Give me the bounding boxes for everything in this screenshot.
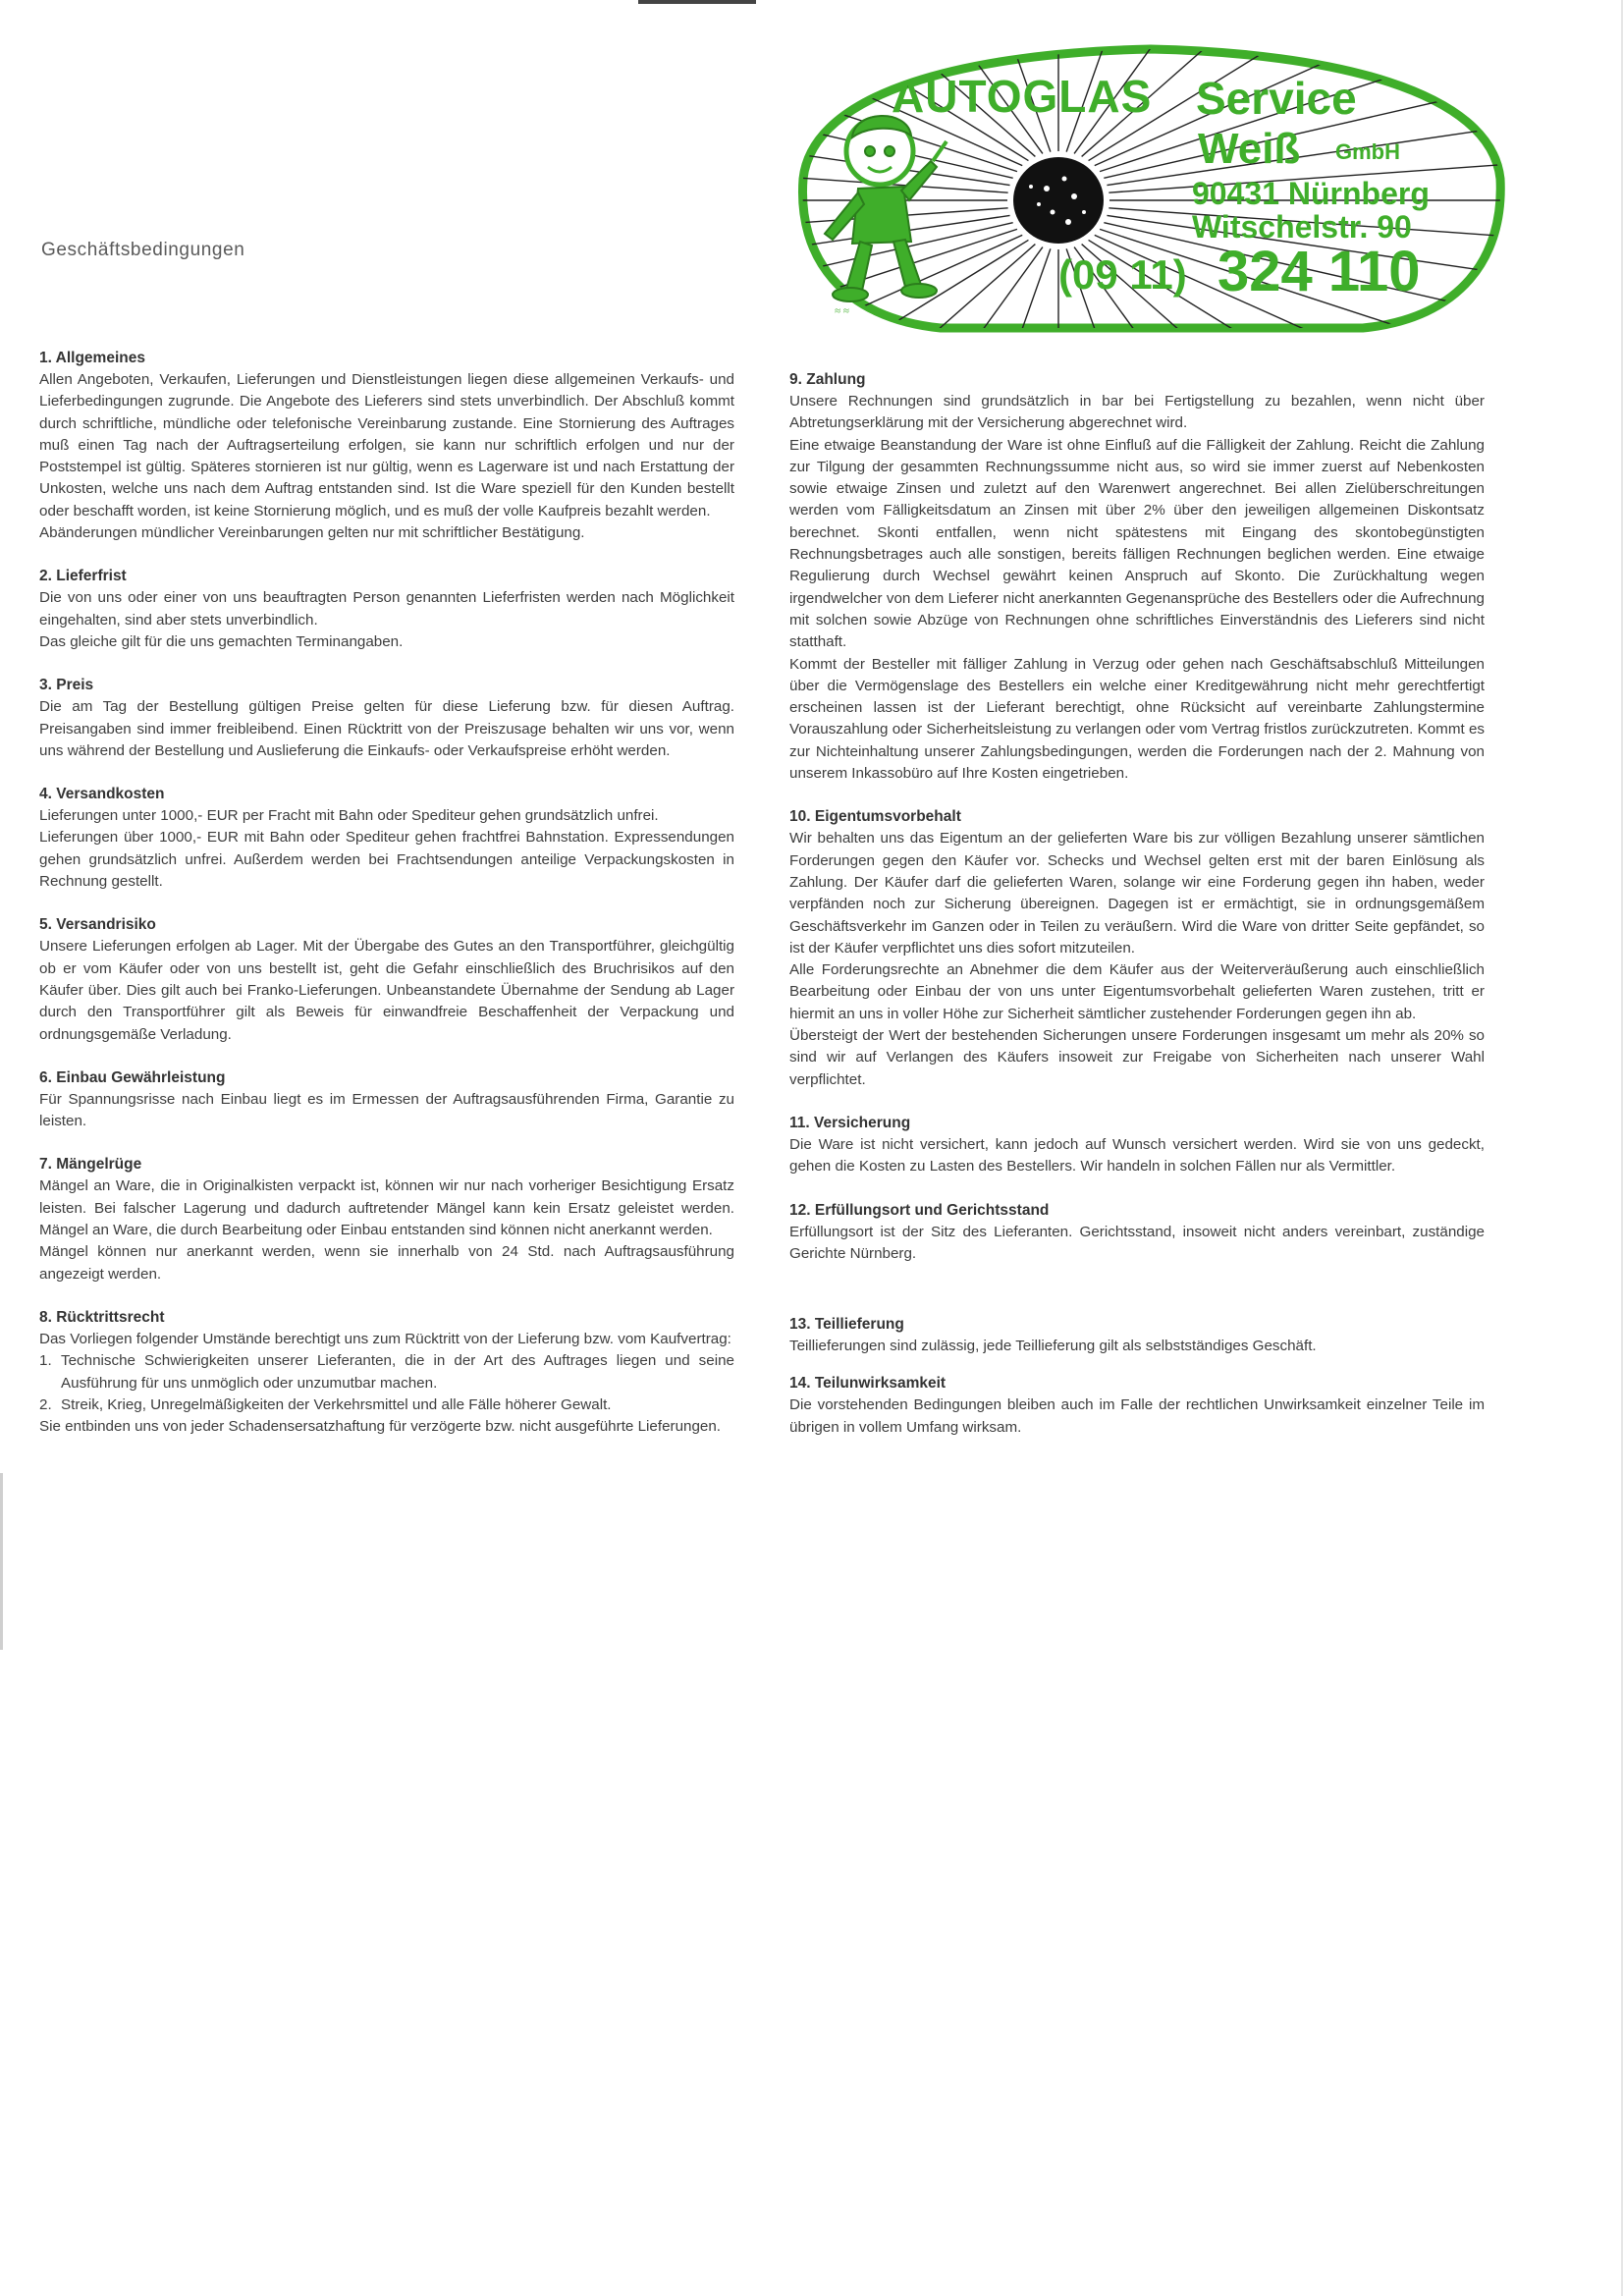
logo-city: 90431 Nürnberg: [1192, 176, 1430, 211]
section-versandrisiko: [39, 914, 734, 1045]
section-heading: 13. Teillieferung: [789, 1316, 904, 1334]
section-heading: 11. Versicherung: [789, 1114, 911, 1131]
section-heading: 14. Teilunwirksamkeit: [789, 1375, 947, 1393]
paragraph: Alle Forderungsrechte an Abnehmer die dem Käufer aus der Weiterveräußerung auch einschließlich Bearbeitung oder Einbau der von uns unter Eigentumsvorbehalt gelieferten Waren zustehen, tritt er hiermit an uns in voller Höhe zur Sicherheit sämtlicher zustehender Forderungen gegen ihn ab.: [789, 961, 1485, 1022]
section-heading: 6. Einbau Gewährleistung: [39, 1068, 226, 1086]
section-versandkosten: [39, 784, 734, 893]
section-erfuellungsort: [789, 1200, 1485, 1266]
section-heading: 2. Lieferfrist: [39, 568, 127, 585]
paragraph: Die am Tag der Bestellung gültigen Preise gelten für diese Lieferung bzw. für diesen Auftrag. Preisangaben sind immer freibleibend. Einen Rücktritt von der Preiszusage behalten wir uns vor, wenn uns während der Bestellung und Auslieferung die Einkaufs- oder Verkaufspreise erhöht werden.: [39, 698, 734, 759]
paragraph: Für Spannungsrisse nach Einbau liegt es im Ermessen der Auftragsausführenden Firma, Garantie zu leisten.: [39, 1090, 734, 1130]
section-heading: 5. Versandrisiko: [39, 916, 156, 934]
list-text: Streik, Krieg, Unregelmäßigkeiten der Verkehrsmittel und alle Fälle höherer Gewalt.: [61, 1395, 612, 1413]
section-preis: [39, 675, 734, 762]
paragraph: Das gleiche gilt für die uns gemachten Terminangaben.: [39, 632, 404, 650]
paragraph: Mängel an Ware, die in Originalkisten verpackt ist, können wir nur nach vorheriger Besichtigung Ersatz leisten. Bei falscher Lagerung und dadurch auftretender Mängel kann kein Ersatz geleistet werden. Mängel an Ware, die durch Bearbeitung oder Einbau entstanden sind können nicht anerkannt werden.: [39, 1177, 734, 1239]
paragraph: Die Ware ist nicht versichert, kann jedoch auf Wunsch versichert werden. Wird sie von uns gedeckt, gehen die Kosten zu Lasten des Bestellers. Wir handeln in solchen Fällen nur als Vermittler.: [789, 1135, 1485, 1175]
broken-glass-icon: [1013, 157, 1104, 244]
section-heading: 12. Erfüllungsort und Gerichtsstand: [789, 1201, 1050, 1219]
paragraph: Mängel können nur anerkannt werden, wenn sie innerhalb von 24 Std. nach Auftragsausführung angezeigt werden.: [39, 1243, 734, 1283]
section-eigentumsvorbehalt: [789, 806, 1485, 1091]
logo-street: Witschelstr. 90: [1192, 209, 1412, 245]
list-item: [39, 1350, 734, 1394]
paragraph: Teillieferungen sind zulässig, jede Teillieferung gilt als selbstständiges Geschäft.: [789, 1338, 1317, 1355]
paragraph: Wir behalten uns das Eigentum an der gelieferten Ware bis zur völligen Bezahlung unserer sämtlichen Forderungen gegen den Käufer vor. Schecks und Wechsel gelten erst mit der baren Einlösung als Zahlung. Der Käufer darf die gelieferten Waren, solange wir eine Forderung gegen ihn haben, weder verpfänden noch zur Sicherung übereignen. Dagegen ist er ermächtigt, sie in ordnungsgemäßem Geschäftsverkehr im Ganzen oder in Teilen zu veräußern. Wird die Ware von dritter Seite gepfändet, so ist der Käufer verpflichtet uns dies sofort mitzuteilen.: [789, 830, 1485, 957]
list-number: 1.: [39, 1352, 52, 1370]
section-einbau-gewaehrleistung: [39, 1067, 734, 1133]
section-heading: 4. Versandkosten: [39, 786, 165, 803]
paragraph: Lieferungen unter 1000,- EUR per Fracht mit Bahn oder Spediteur gehen grundsätzlich unfrei.: [39, 807, 659, 825]
section-ruecktrittsrecht: [39, 1307, 734, 1438]
logo-phone: 324 110: [1217, 240, 1421, 303]
section-heading: 10. Eigentumsvorbehalt: [789, 808, 961, 826]
section-heading: 1. Allgemeines: [39, 350, 145, 366]
paragraph: Das Vorliegen folgender Umstände berechtigt uns zum Rücktritt von der Lieferung bzw. vom Kaufvertrag:: [39, 1330, 731, 1347]
paragraph: Allen Angeboten, Verkaufen, Lieferungen und Dienstleistungen liegen diese allgemeinen Verkaufs- und Lieferbedingungen zugrunde. Die Angebote des Lieferers sind stets unverbindlich. Der Abschluß kommt durch schriftliche, mündliche oder telefonische Vereinbarung zustande. Eine Stornierung des Auftrages muß einen Tag nach der Auftragserteilung erfolgen, sie kann nur schriftlich erfolgen und nur der Poststempel ist gültig. Späteres stornieren ist nur gültig, wenn es Lagerware ist und nach Erstattung der Unkosten, welche uns nach dem Auftrag entstanden sind. Ist die Ware speziell für den Kunden bestellt oder beschafft worden, ist keine Stornierung möglich, und es muß der volle Kaufpreis bezahlt werden.: [39, 371, 734, 519]
list-item: [39, 1394, 734, 1416]
paragraph: Unsere Rechnungen sind grundsätzlich in bar bei Fertigstellung zu bezahlen, wenn nicht über Abtretungserklärung mit der Versicherung abgerechnet wird.: [789, 393, 1485, 432]
section-maengelruege: [39, 1154, 734, 1285]
paragraph: Übersteigt der Wert der bestehenden Sicherungen unsere Forderungen insgesamt um mehr als 20% so sind wir auf Verlangen des Käufers insoweit zur Freigabe von Sicherheiten nach unserer Wahl verpflichtet.: [789, 1027, 1485, 1088]
section-versicherung: [789, 1113, 1485, 1178]
section-allgemeines: [39, 348, 734, 544]
logo-area-code: (09 11): [1058, 251, 1187, 298]
logo-signature: ≈ ≈: [835, 305, 849, 317]
section-heading: 8. Rücktrittsrecht: [39, 1308, 165, 1326]
company-logo: [774, 31, 1528, 355]
paragraph: Erfüllungsort ist der Sitz des Lieferanten. Gerichtsstand, insoweit nicht anders vereinbart, zuständige Gerichte Nürnberg.: [789, 1223, 1485, 1262]
section-lieferfrist: [39, 566, 734, 653]
logo-service: Service: [1196, 73, 1357, 124]
right-column: [789, 369, 1485, 1439]
paragraph: Die vorstehenden Bedingungen bleiben auch im Falle der rechtlichen Unwirksamkeit einzelner Teile im übrigen in vollem Umfang wirksam.: [789, 1396, 1485, 1436]
logo-gmbh: GmbH: [1335, 139, 1400, 164]
paragraph: Eine etwaige Beanstandung der Ware ist ohne Einfluß auf die Fälligkeit der Zahlung. Reicht die Zahlung zur Tilgung der gesammten Rechnungssumme nicht aus, so wird sie immer zuerst auf Nebenkosten sowie etwaige Zinsen und zuletzt auf den Warenwert angerechnet. Bei allen Zielüberschreitungen werden vom Fälligkeitsdatum an Zinsen mit über 2% über den jeweiligen allgemeinen Diskontsatz berechnet. Skonti entfallen, wenn nicht spätestens mit Eingang des skontobegünstigten Rechnungsbetrages auch alle sonstigen, bereits fälligen Rechnungen beglichen werden. Eine etwaige Regulierung durch Wechsel gewährt keinen Anspruch auf Skonto. Die Zurückhaltung wegen irgendwelcher von dem Lieferer nicht anerkannten Gegenansprüche des Bestellers oder die Aufrechnung mit solchen sowie Abzüge von Rechnungen ohne schriftliches Einverständnis des Lieferers sind nicht statthaft.: [789, 436, 1485, 651]
paragraph: Unsere Lieferungen erfolgen ab Lager. Mit der Übergabe des Gutes an den Transportführer, gleichgültig ob er vom Käufer oder von uns bestellt ist, geht die Gefahr einschließlich des Bruchrisikos auf den Käufer über. Dies gilt auch bei Franko-Lieferungen. Unbeanstandete Übernahme der Sendung ab Lager durch den Transportführer gilt als Beweis für einwandfreie Beschaffenheit der Verpackung und ordnungsgemäße Verladung.: [39, 938, 734, 1043]
scan-edge-left: [0, 1473, 3, 1650]
section-teilunwirksamkeit: [789, 1373, 1485, 1439]
paragraph: Abänderungen mündlicher Vereinbarungen gelten nur mit schriftlicher Bestätigung.: [39, 524, 585, 542]
section-teillieferung: [789, 1314, 1485, 1357]
paragraph: Lieferungen über 1000,- EUR mit Bahn oder Spediteur gehen frachtfrei Bahnstation. Expressendungen gehen grundsätzlich unfrei. Außerdem werden bei Frachtsendungen anteilige Verpackungskosten in Rechnung gestellt.: [39, 829, 734, 891]
paragraph: Sie entbinden uns von jeder Schadensersatzhaftung für verzögerte bzw. nicht ausgeführte Lieferungen.: [39, 1418, 722, 1436]
section-heading: 7. Mängelrüge: [39, 1156, 142, 1174]
section-heading: 3. Preis: [39, 677, 94, 694]
scan-edge-top: [638, 0, 756, 4]
section-zahlung: [789, 369, 1485, 785]
logo-company-name: Weiß: [1198, 125, 1301, 173]
paragraph: Die von uns oder einer von uns beauftragten Person genannten Lieferfristen werden nach Möglichkeit eingehalten, sind aber stets unverbindlich.: [39, 589, 734, 629]
document-title: Geschäftsbedingungen: [41, 240, 245, 260]
section-heading: 9. Zahlung: [789, 371, 866, 388]
left-column: [39, 348, 734, 1438]
paragraph: Kommt der Besteller mit fälliger Zahlung in Verzug oder gehen nach Geschäftsabschluß Mitteilungen über die Vermögenslage des Bestellers ein welche einer Kreditgewährung nicht mehr gerechtfertigt erscheinen lassen ist der Lieferant berechtigt, ohne Rücksicht auf vereinbarte Zahlungstermine Vorauszahlung oder Sicherheitsleistung zu verlangen oder vom Vertrag fristlos zurückzutreten. Kommt es zur Nichteinhaltung unserer Zahlungsbedingungen, werden die Forderungen nach der 2. Mahnung von unserem Inkassobüro auf Ihre Kosten eingetrieben.: [789, 655, 1485, 783]
logo-brand: AUTOGLAS: [892, 71, 1153, 122]
list-number: 2.: [39, 1395, 52, 1413]
list-text: Technische Schwierigkeiten unserer Lieferanten, die in der Art des Auftrages liegen und seine Ausführung für uns unmöglich oder unzumutbar machen.: [61, 1352, 734, 1392]
